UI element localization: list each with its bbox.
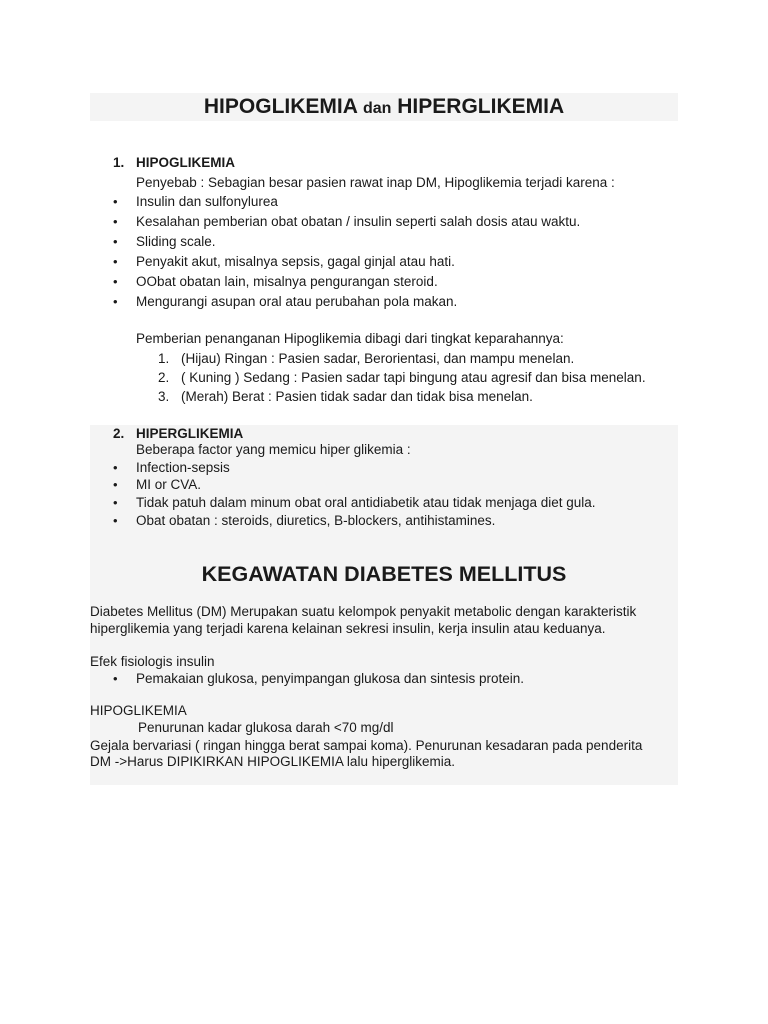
bullet-icon: • (113, 214, 118, 229)
section1-heading: HIPOGLIKEMIA (136, 155, 236, 170)
level-item: ( Kuning ) Sedang : Pasien sadar tapi bingung atau agresif dan bisa menelan. (181, 370, 646, 385)
list-item: MI or CVA. (136, 477, 202, 492)
list-item: Insulin dan sulfonylurea (136, 194, 278, 209)
section2-number: 2. (113, 426, 125, 441)
level-item: (Hijau) Ringan : Pasien sadar, Berorientasi, dan mampu menelan. (181, 351, 575, 366)
page-title: HIPOGLIKEMIA dan HIPERGLIKEMIA (203, 95, 565, 118)
bullet-icon: • (113, 495, 118, 510)
kegawatan-heading: KEGAWATAN DIABETES MELLITUS (201, 562, 567, 586)
list-item: Tidak patuh dalam minum obat oral antidiabetik atau tidak menjaga diet gula. (136, 495, 596, 510)
handling-intro: Pemberian penanganan Hipoglikemia dibagi dari tingkat keparahannya: (136, 331, 564, 346)
paragraph-line: Diabetes Mellitus (DM) Merupakan suatu kelompok penyakit metabolic dengan karakteristik (90, 604, 637, 619)
paragraph-line: DM ->Harus DIPIKIRKAN HIPOGLIKEMIA lalu hiperglikemia. (90, 754, 455, 769)
list-item: Mengurangi asupan oral atau perubahan pola makan. (136, 294, 458, 309)
bullet-icon: • (113, 254, 118, 269)
hipo-label: HIPOGLIKEMIA (90, 703, 187, 718)
bullet-icon: • (113, 513, 118, 528)
section1-number: 1. (113, 155, 125, 170)
level-number: 1. (158, 351, 170, 366)
bullet-icon: • (113, 671, 118, 686)
efek-label: Efek fisiologis insulin (90, 654, 215, 669)
list-item: Pemakaian glukosa, penyimpangan glukosa dan sintesis protein. (136, 671, 524, 686)
level-item: (Merah) Berat : Pasien tidak sadar dan tidak bisa menelan. (181, 389, 533, 404)
list-item: Kesalahan pemberian obat obatan / insulin seperti salah dosis atau waktu. (136, 214, 581, 229)
bullet-icon: • (113, 194, 118, 209)
hipo-definition: Penurunan kadar glukosa darah <70 mg/dl (138, 720, 394, 735)
section2-intro: Beberapa factor yang memicu hiper glikemia : (136, 442, 411, 457)
list-item: Obat obatan : steroids, diuretics, B-blockers, antihistamines. (136, 513, 496, 528)
bullet-icon: • (113, 460, 118, 475)
section2-heading: HIPERGLIKEMIA (136, 426, 244, 441)
paragraph-line: hiperglikemia yang terjadi karena kelainan sekresi insulin, kerja insulin atau keduanya. (90, 621, 606, 636)
list-item: OObat obatan lain, misalnya pengurangan steroid. (136, 274, 438, 289)
paragraph-line: Gejala bervariasi ( ringan hingga berat sampai koma). Penurunan kesadaran pada penderita (90, 738, 643, 753)
list-item: Penyakit akut, misalnya sepsis, gagal ginjal atau hati. (136, 254, 455, 269)
list-item: Infection-sepsis (136, 460, 230, 475)
bullet-icon: • (113, 477, 118, 492)
section1-cause: Penyebab : Sebagian besar pasien rawat inap DM, Hipoglikemia terjadi karena : (136, 175, 615, 190)
bullet-icon: • (113, 274, 118, 289)
list-item: Sliding scale. (136, 234, 216, 249)
bullet-icon: • (113, 234, 118, 249)
level-number: 3. (158, 389, 170, 404)
bullet-icon: • (113, 294, 118, 309)
level-number: 2. (158, 370, 170, 385)
